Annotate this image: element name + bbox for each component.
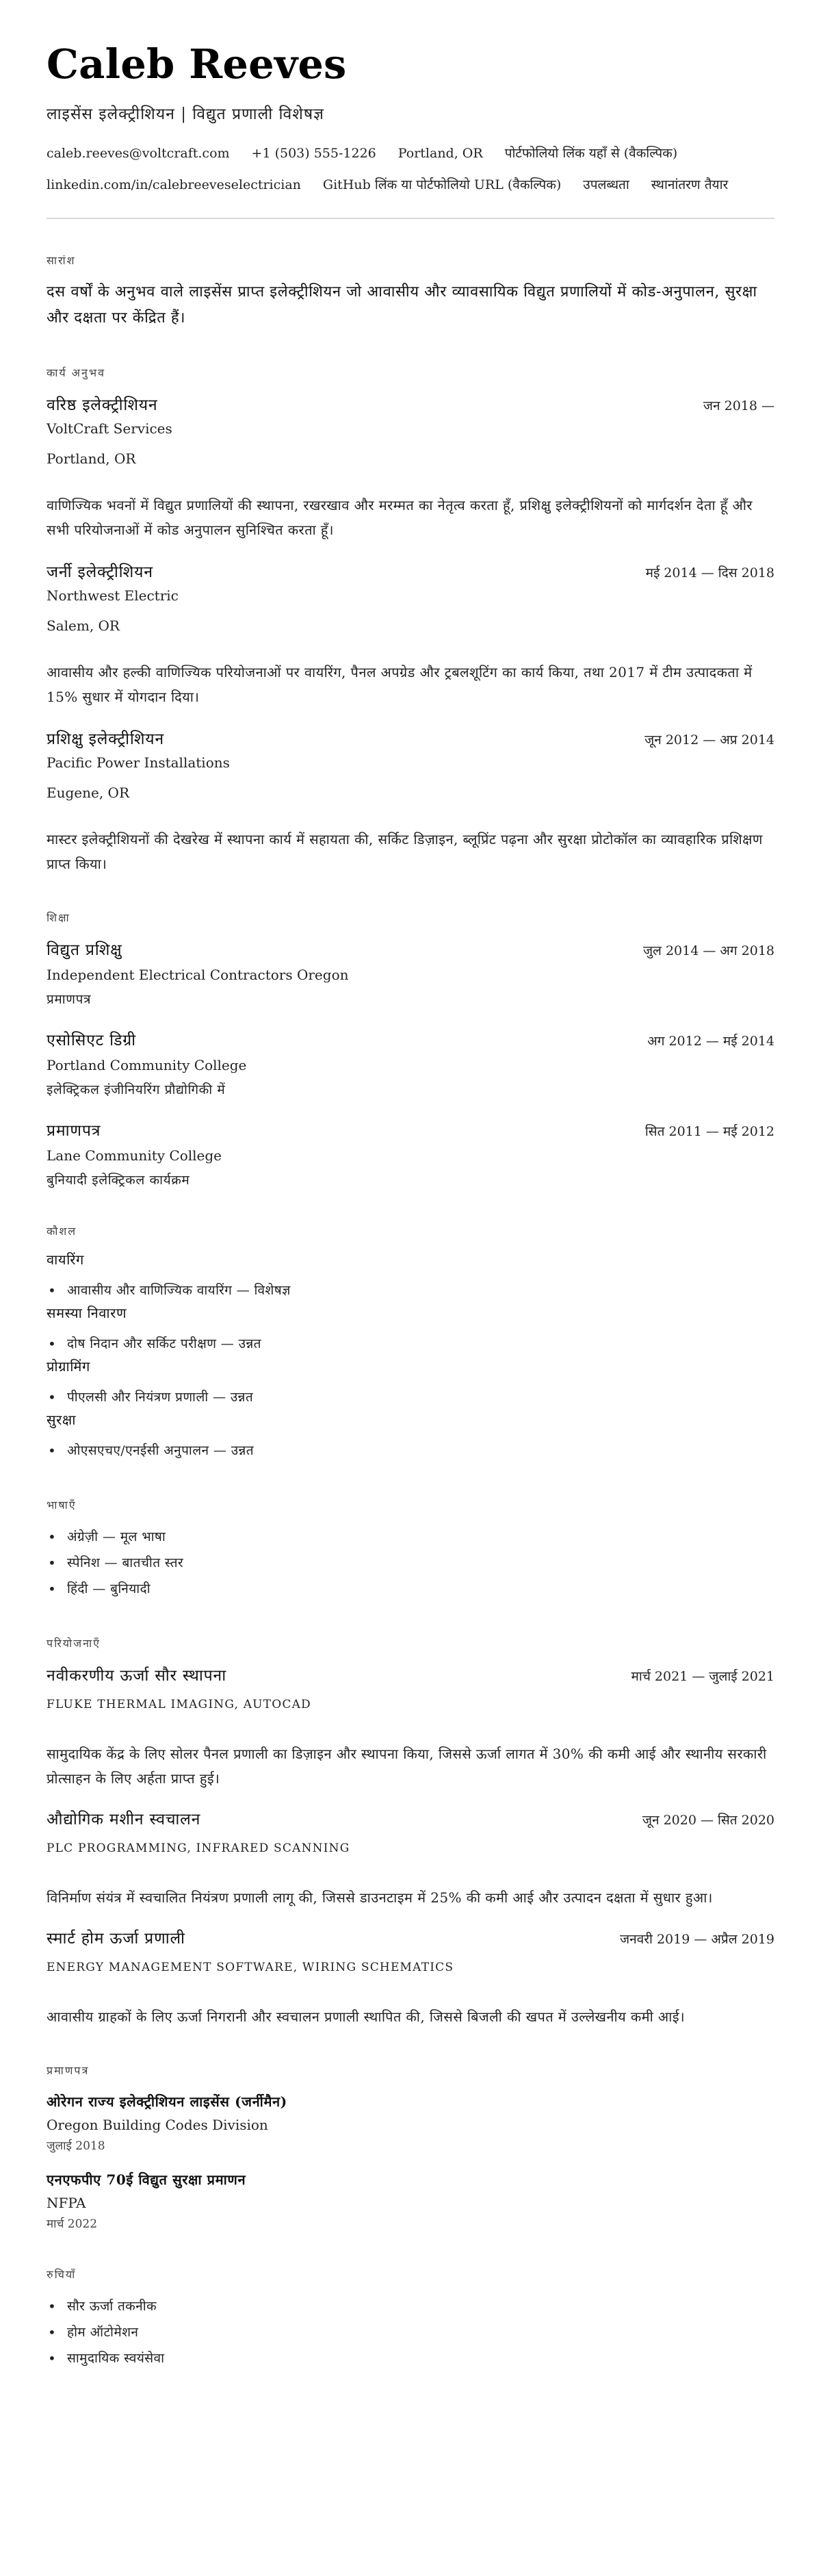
job-description: आवासीय और हल्की वाणिज्यिक परियोजनाओं पर वायरिंग, पैनल अपग्रेड और ट्रबलशूटिंग का कार्य किया, तथा 2017 में टीम उत्पादकता में 15% सुधार में योगदान दिया। [47,664,753,705]
job-company: Pacific Power Installations [47,754,230,771]
bullet-icon: • [48,1336,57,1352]
section-title-skills: कौशल [47,1225,77,1238]
certifications-section [47,2063,774,2233]
language-item: • हिंदी — बुनियादी [47,1576,774,1602]
degree-dates: सित 2011 — मई 2012 [644,1124,774,1139]
job-description: वाणिज्यिक भवनों में विद्युत प्रणालियों की स्थापना, रखरखाव और मरम्मत का नेतृत्व करता हूँ, प्रशिक्षु इलेक्ट्रीशियनों को मार्गदर्शन देता हूँ और सभी परियोजनाओं में कोड अनुपालन सुनिश्चित करता हूँ। [47,497,753,538]
project-entry [47,1665,774,1791]
degree-dates: जुल 2014 — अग 2018 [642,943,774,958]
project-tech: ENERGY MANAGEMENT SOFTWARE, WIRING SCHEMATICS [47,1961,454,1974]
skill-category: प्रोग्रामिंग [47,1358,90,1375]
interest-item: • सामुदायिक स्वयंसेवा [47,2345,774,2371]
project-tech: PLC PROGRAMMING, INFRARED SCANNING [47,1841,350,1855]
project-title: नवीकरणीय ऊर्जा सौर स्थापना [47,1667,226,1685]
resume-header [47,38,774,219]
bullet-icon: • [48,1581,57,1597]
bullet-icon: • [48,1282,57,1299]
project-dates: जून 2020 — सित 2020 [642,1813,774,1828]
job-dates: मई 2014 — दिस 2018 [645,565,774,581]
contact-github[interactable]: GitHub लिंक या पोर्टफोलियो URL (वैकल्पिक) [322,177,562,192]
institution-name: Lane Community College [47,1147,222,1164]
skill-item: • आवासीय और वाणिज्यिक वायरिंग — विशेषज्ञ [47,1277,774,1303]
project-tech: FLUKE THERMAL IMAGING, AUTOCAD [47,1698,311,1711]
interest-item: • सौर ऊर्जा तकनीक [47,2293,774,2319]
education-entry [47,939,774,1009]
project-description: आवासीय ग्राहकों के लिए ऊर्जा निगरानी और स्वचालन प्रणाली स्थापित की, जिससे बिजली की खपत में उल्लेखनीय कमी आई। [47,2008,685,2025]
section-title-education: शिक्षा [47,911,70,924]
certification-title: एनएफपीए 70ई विद्युत सुरक्षा प्रमाणन [47,2171,246,2188]
certification-entry [47,2092,774,2155]
contact-linkedin[interactable]: linkedin.com/in/calebreeveselectrician [47,177,301,192]
certification-date: जुलाई 2018 [47,2139,105,2153]
section-title-projects: परियोजनाएँ [47,1637,101,1650]
header-divider [47,218,774,219]
project-dates: जनवरी 2019 — अप्रैल 2019 [620,1932,774,1947]
certification-title: ओरेगन राज्य इलेक्ट्रीशियन लाइसेंस (जर्नीमैन) [47,2093,287,2110]
languages-section [47,1498,774,1602]
skill-group [47,1250,774,1303]
degree-title: प्रमाणपत्र [47,1122,101,1140]
certification-date: मार्च 2022 [47,2217,98,2231]
job-title: प्रशिक्षु इलेक्ट्रीशियन [47,730,164,748]
job-description: मास्टर इलेक्ट्रीशियनों की देखरेख में स्थापना कार्य में सहायता की, सर्किट डिज़ाइन, ब्लूप्रिंट पढ़ना और सुरक्षा प्रोटोकॉल का व्यावहारिक प्रशिक्षण प्राप्त किया। [47,831,763,872]
candidate-name: Caleb Reeves [47,40,347,88]
contact-email[interactable]: caleb.reeves@voltcraft.com [47,146,230,161]
contact-portfolio[interactable]: पोर्टफोलियो लिंक यहाँ से (वैकल्पिक) [504,146,678,161]
skill-group [47,1410,774,1464]
bullet-icon: • [48,1529,57,1545]
institution-name: Portland Community College [47,1057,247,1073]
language-item: • अंग्रेज़ी — मूल भाषा [47,1524,774,1550]
contact-row [47,144,774,163]
projects-section [47,1636,774,2029]
skill-category: वायरिंग [47,1251,84,1268]
section-title-interests: रुचियाँ [47,2268,77,2281]
degree-detail: बुनियादी इलेक्ट्रिकल कार्यक्रम [47,1173,190,1188]
degree-dates: अग 2012 — मई 2014 [647,1034,774,1049]
skill-group [47,1357,774,1410]
contact-relocation: स्थानांतरण तैयार [651,177,729,192]
certification-entry [47,2170,774,2233]
skill-category: सुरक्षा [47,1412,77,1428]
skill-group [47,1303,774,1357]
job-company: VoltCraft Services [47,420,172,437]
skill-item: • दोष निदान और सर्किट परीक्षण — उन्नत [47,1331,774,1357]
interests-section [47,2267,774,2371]
project-dates: मार्च 2021 — जुलाई 2021 [631,1669,774,1684]
job-location: Eugene, OR [47,785,130,801]
job-location: Salem, OR [47,617,120,634]
education-section [47,910,774,1190]
skill-item: • ओएसएचए/एनईसी अनुपालन — उन्नत [47,1438,774,1464]
job-title: वरिष्ठ इलेक्ट्रीशियन [47,396,158,414]
certification-issuer: Oregon Building Codes Division [47,2117,268,2133]
experience-section [47,366,774,876]
bullet-icon: • [48,1389,57,1405]
education-entry [47,1030,774,1099]
degree-detail: इलेक्ट्रिकल इंजीनियरिंग प्रौद्योगिकी में [47,1082,226,1097]
bullet-icon: • [48,2324,57,2341]
section-title-experience: कार्य अनुभव [47,366,106,379]
interest-item: • होम ऑटोमेशन [47,2319,774,2345]
bullet-icon: • [48,2298,57,2314]
job-dates: जन 2018 — [703,398,774,413]
contact-availability: उपलब्धता [583,177,629,192]
skill-category: समस्या निवारण [47,1305,127,1321]
bullet-icon: • [48,2350,57,2367]
degree-detail: प्रमाणपत्र [47,992,92,1007]
project-description: विनिर्माण संयंत्र में स्वचालित नियंत्रण प्रणाली लागू की, जिससे डाउनटाइम में 25% की कमी आई और उत्पादन दक्षता में सुधार हुआ। [47,1889,713,1906]
skills-section [47,1224,774,1464]
job-company: Northwest Electric [47,587,179,604]
contact-row-links [47,175,774,194]
project-description: सामुदायिक केंद्र के लिए सोलर पैनल प्रणाली का डिज़ाइन और स्थापना किया, जिससे ऊर्जा लागत में 30% की कमी आई और स्थानीय सरकारी प्रोत्साहन के लिए अर्हता प्राप्त हुई। [47,1746,767,1787]
experience-entry [47,561,774,709]
summary-text: दस वर्षों के अनुभव वाले लाइसेंस प्राप्त इलेक्ट्रीशियन जो आवासीय और व्यावसायिक विद्युत प्रणालियों में कोड-अनुपालन, सुरक्षा और दक्षता पर केंद्रित हैं। [47,283,757,327]
project-title: स्मार्ट होम ऊर्जा प्रणाली [47,1930,185,1948]
section-title-summary: सारांश [47,254,76,267]
institution-name: Independent Electrical Contractors Oregon [47,967,349,983]
experience-entry [47,394,774,542]
summary-section [47,253,774,331]
contact-location: Portland, OR [398,146,483,161]
project-entry [47,1928,774,2029]
project-title: औद्योगिक मशीन स्वचालन [47,1811,201,1828]
candidate-headline: लाइसेंस इलेक्ट्रीशियन | विद्युत प्रणाली विशेषज्ञ [47,105,324,123]
degree-title: एसोसिएट डिग्री [47,1032,136,1049]
bullet-icon: • [48,1442,57,1459]
job-dates: जून 2012 — अप्र 2014 [644,732,774,748]
education-entry [47,1120,774,1190]
project-entry [47,1809,774,1910]
experience-entry [47,728,774,876]
section-title-certifications: प्रमाणपत्र [47,2064,90,2077]
skill-item: • पीएलसी और नियंत्रण प्रणाली — उन्नत [47,1384,774,1410]
language-item: • स्पेनिश — बातचीत स्तर [47,1550,774,1576]
job-location: Portland, OR [47,450,136,467]
contact-phone[interactable]: +1 (503) 555-1226 [251,146,376,161]
job-title: जर्नी इलेक्ट्रीशियन [47,563,153,581]
certification-issuer: NFPA [47,2195,86,2211]
degree-title: विद्युत प्रशिक्षु [47,941,122,959]
bullet-icon: • [48,1555,57,1571]
section-title-languages: भाषाएँ [47,1499,77,1512]
